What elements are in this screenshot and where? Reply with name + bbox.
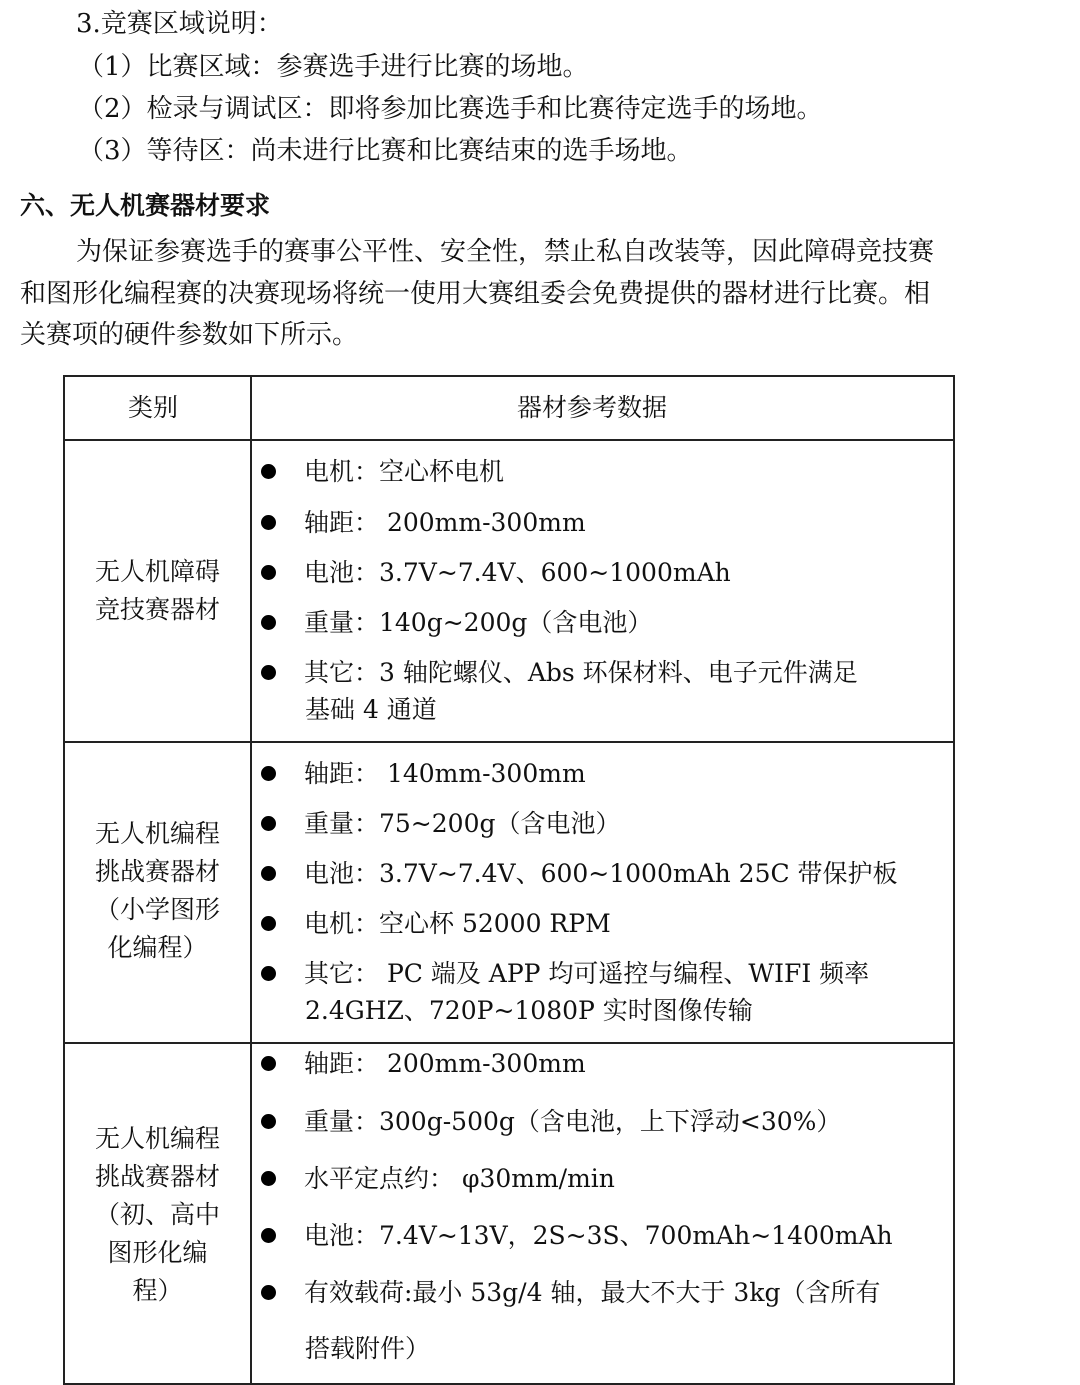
category-line: （初、高中 — [94, 1200, 220, 1229]
item-text: 水平定点约： φ30mm/min — [304, 1164, 615, 1193]
row-divider — [65, 1042, 953, 1044]
intro-line-1: 3.竞赛区域说明： — [76, 9, 283, 39]
bullet-icon — [261, 464, 276, 479]
item-text: 轴距： 200mm-300mm — [304, 508, 586, 537]
paragraph-line-2: 和图形化编程赛的决赛现场将统一使用大赛组委会免费提供的器材进行比赛。相 — [20, 279, 931, 309]
item-continuation: 基础 4 通道 — [305, 695, 437, 724]
item-text: 电池：3.7V~7.4V、600~1000mAh 25C 带保护板 — [304, 859, 898, 888]
category-cell — [65, 553, 250, 629]
item-text: 重量：140g~200g（含电池） — [304, 608, 653, 637]
bullet-icon — [261, 866, 276, 881]
category-line: 挑战赛器材 — [94, 1162, 220, 1191]
category-line: 化编程） — [107, 933, 208, 962]
bullet-icon — [261, 916, 276, 931]
list-item — [261, 955, 869, 992]
header-data: 器材参考数据 — [517, 393, 668, 422]
item-text: 轴距： 200mm-300mm — [304, 1049, 586, 1078]
item-text: 电池：3.7V~7.4V、600~1000mAh — [304, 558, 731, 587]
item-text: 电池：7.4V~13V，2S~3S、700mAh~1400mAh — [304, 1221, 893, 1250]
bullet-icon — [261, 1285, 276, 1300]
bullet-icon — [261, 515, 276, 530]
bullet-icon — [261, 615, 276, 630]
list-item — [261, 905, 611, 942]
item-text: 其它：3 轴陀螺仪、Abs 环保材料、电子元件满足 — [304, 658, 858, 687]
item-text: 有效载荷:最小 53g/4 轴，最大不大于 3kg（含所有 — [304, 1278, 881, 1307]
list-item — [261, 1274, 880, 1311]
bullet-icon — [261, 1056, 276, 1071]
category-line: （小学图形 — [94, 895, 220, 924]
item-text: 重量：300g-500g（含电池，上下浮动<30%） — [304, 1107, 842, 1136]
category-cell — [65, 815, 250, 967]
item-text: 电机：空心杯 52000 RPM — [304, 909, 611, 938]
category-cell — [65, 1120, 250, 1310]
paragraph-line-3: 关赛项的硬件参数如下所示。 — [20, 320, 359, 350]
row-divider — [65, 439, 953, 441]
header-category: 类别 — [128, 393, 179, 422]
list-item — [261, 453, 504, 490]
column-divider — [250, 377, 252, 1383]
list-item — [261, 755, 586, 792]
list-item — [261, 1217, 893, 1254]
intro-line-4: （3）等待区：尚未进行比赛和比赛结束的选手场地。 — [78, 136, 693, 166]
item-text: 电机：空心杯电机 — [304, 457, 505, 486]
category-line: 无人机编程 — [94, 1124, 220, 1153]
list-item — [261, 604, 652, 641]
section-heading: 六、无人机赛器材要求 — [20, 191, 271, 220]
category-line: 无人机障碍 — [94, 557, 220, 586]
bullet-icon — [261, 966, 276, 981]
category-line: 挑战赛器材 — [94, 857, 220, 886]
item-continuation: 搭载附件） — [305, 1334, 431, 1363]
item-text: 轴距： 140mm-300mm — [304, 759, 586, 788]
list-item — [261, 855, 898, 892]
item-continuation: 2.4GHZ、720P~1080P 实时图像传输 — [305, 996, 753, 1025]
intro-line-3: （2）检录与调试区：即将参加比赛选手和比赛待定选手的场地。 — [78, 94, 823, 124]
bullet-icon — [261, 816, 276, 831]
equipment-table — [63, 375, 955, 1385]
intro-line-2: （1）比赛区域：参赛选手进行比赛的场地。 — [78, 52, 589, 82]
bullet-icon — [261, 665, 276, 680]
bullet-icon — [261, 1228, 276, 1243]
list-item — [261, 1160, 615, 1197]
list-item — [261, 1045, 586, 1082]
category-line: 无人机编程 — [94, 819, 220, 848]
category-line: 程） — [132, 1276, 183, 1305]
list-item — [261, 805, 620, 842]
row-divider — [65, 741, 953, 743]
item-text: 重量：75~200g（含电池） — [304, 809, 621, 838]
category-line: 竞技赛器材 — [94, 595, 220, 624]
bullet-icon — [261, 1171, 276, 1186]
category-line: 图形化编 — [107, 1238, 208, 1267]
list-item — [261, 654, 858, 691]
item-text: 其它： PC 端及 APP 均可遥控与编程、WIFI 频率 — [304, 959, 870, 988]
paragraph-line-1: 为保证参赛选手的赛事公平性、安全性，禁止私自改装等，因此障碍竞技赛 — [76, 237, 935, 267]
list-item — [261, 1103, 841, 1140]
bullet-icon — [261, 766, 276, 781]
bullet-icon — [261, 1114, 276, 1129]
bullet-icon — [261, 565, 276, 580]
list-item — [261, 504, 586, 541]
list-item — [261, 554, 731, 591]
